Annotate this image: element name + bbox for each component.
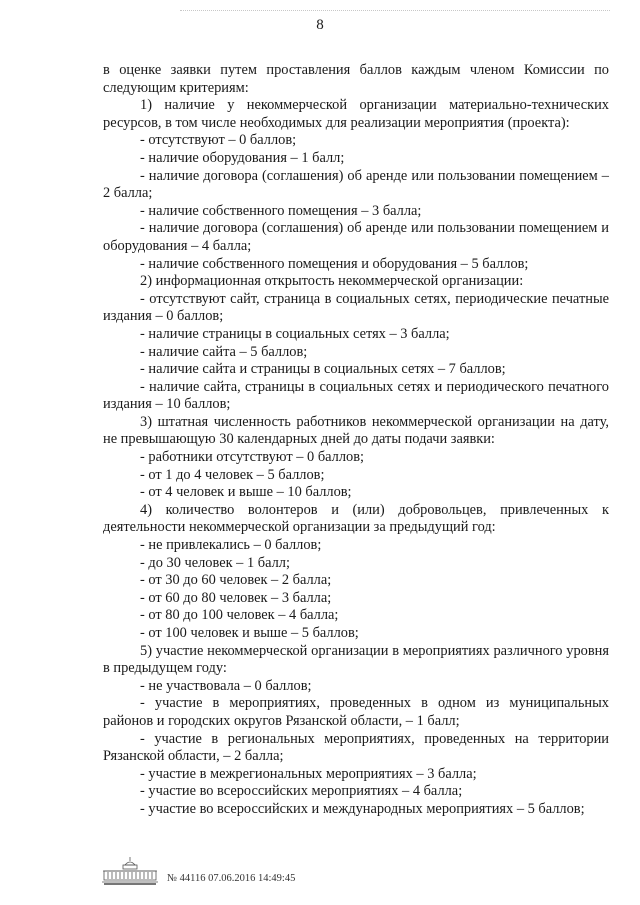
- paragraph: - от 4 человек и выше – 10 баллов;: [140, 484, 352, 501]
- paragraph: 3) штатная численность работников некоммерческой организации на дату, не превышающую 30 календарных дней до даты подачи заявки:: [103, 413, 609, 448]
- paragraph: - от 60 до 80 человек – 3 балла;: [140, 589, 332, 606]
- paragraph: - отсутствуют сайт, страница в социальных сетях, периодические печатные издания – 0 баллов;: [103, 290, 609, 325]
- document-body: [103, 62, 609, 819]
- paragraph: - наличие договора (соглашения) об аренде или пользовании помещением – 2 балла;: [103, 167, 609, 202]
- registration-stamp: № 44116 07.06.2016 14:49:45: [167, 873, 296, 884]
- paragraph: в оценке заявки путем проставления баллов каждым членом Комиссии по следующим критериям:: [103, 62, 609, 96]
- footer: [101, 853, 295, 887]
- page-number: 8: [316, 17, 324, 33]
- paragraph: - от 80 до 100 человек – 4 балла;: [140, 607, 339, 624]
- paragraph: - наличие собственного помещения и оборудования – 5 баллов;: [140, 255, 529, 272]
- paragraph: - от 100 человек и выше – 5 баллов;: [140, 625, 359, 641]
- paragraph: - наличие собственного помещения – 3 балла;: [140, 202, 422, 219]
- paragraph: 1) наличие у некоммерческой организации материально-технических ресурсов, в том числе необходимых для реализации мероприятия (проекта):: [103, 97, 609, 131]
- paragraph: - не привлекались – 0 баллов;: [140, 537, 322, 554]
- paragraph: 2) информационная открытость некоммерческой организации:: [140, 273, 524, 290]
- paragraph: - наличие страницы в социальных сетях – 3 балла;: [140, 325, 450, 342]
- paragraph: - от 1 до 4 человек – 5 баллов;: [140, 466, 325, 483]
- paragraph: - от 30 до 60 человек – 2 балла;: [140, 572, 332, 589]
- government-building-emblem-icon: [101, 855, 159, 887]
- paragraph: - участие в мероприятиях, проведенных в одном из муниципальных районов и городских округов Рязанской области, – 1 балл;: [103, 695, 609, 729]
- paragraph: - участие во всероссийских и международных мероприятиях – 5 баллов;: [140, 800, 585, 817]
- paragraph: - работники отсутствуют – 0 баллов;: [140, 449, 365, 466]
- paragraph: - участие в региональных мероприятиях, проведенных на территории Рязанской области, – 2 балла;: [103, 730, 609, 765]
- paragraph: 4) количество волонтеров и (или) добровольцев, привлеченных к деятельности некоммерческой организации за предыдущий год:: [103, 501, 609, 536]
- paragraph: - наличие сайта – 5 баллов;: [140, 343, 308, 360]
- paragraph: - наличие сайта и страницы в социальных сетях – 7 баллов;: [140, 361, 506, 378]
- paragraph: - участие в межрегиональных мероприятиях – 3 балла;: [140, 765, 477, 782]
- paragraph: 5) участие некоммерческой организации в мероприятиях различного уровня в предыдущем году:: [103, 642, 609, 677]
- paragraph: - наличие сайта, страницы в социальных сетях и периодического печатного издания – 10 баллов;: [103, 378, 609, 413]
- paragraph: - до 30 человек – 1 балл;: [140, 554, 290, 571]
- paragraph: - участие во всероссийских мероприятиях – 4 балла;: [140, 783, 463, 800]
- paragraph: - отсутствуют – 0 баллов;: [140, 132, 297, 149]
- paragraph: - наличие оборудования – 1 балл;: [140, 149, 345, 166]
- paragraph: - наличие договора (соглашения) об аренде или пользовании помещением и оборудования – 4 балла;: [103, 220, 609, 254]
- paragraph: - не участвовала – 0 баллов;: [140, 677, 312, 694]
